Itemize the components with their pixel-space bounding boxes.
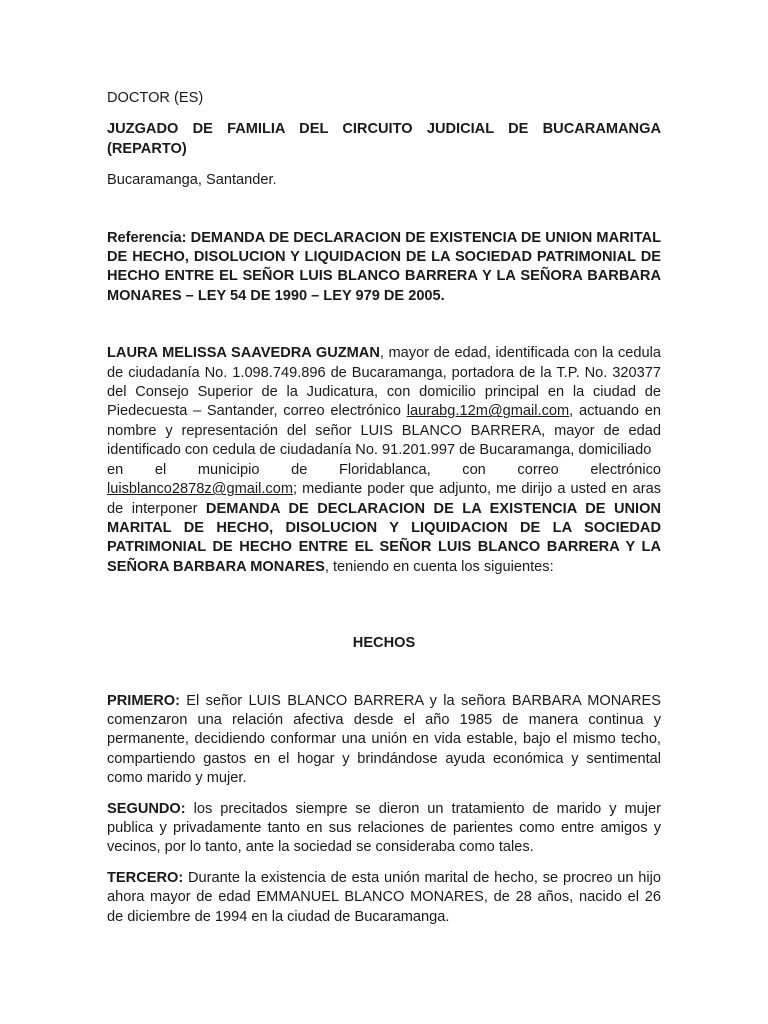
intro-block	[107, 344, 661, 577]
lawyer-name: LAURA MELISSA SAAVEDRA GUZMAN	[107, 345, 380, 362]
fact-second-label: SEGUNDO:	[107, 800, 186, 817]
reference-paragraph	[107, 229, 661, 307]
intro-paragraph-top: LAURA MELISSA SAAVEDRA GUZMAN, mayor de edad, identificada con la cedula de ciudadanía No. 1.098.749.896 de Bucaramanga, portadora de la T.P. No. 320377 del Consejo Superior de la Judicatura, con domicilio principal en la ciudad de Piedecuesta – Santander, correo electrónico laurabg.12m@gmail.com, actuando en nombre y representación del señor LUIS BLANCO BARRERA, mayor de edad identificado con cedula de ciudadanía No. 91.201.997 de Bucaramanga, domiciliado	[107, 345, 662, 459]
client-email-link[interactable]: luisblanco2878z@gmail.com	[107, 481, 293, 498]
fact-first-label: PRIMERO:	[107, 692, 180, 709]
lawyer-email-link[interactable]: laurabg.12m@gmail.com	[406, 403, 570, 420]
demand-title: DEMANDA DE DECLARACION DE LA EXISTENCIA DE UNION MARITAL DE HECHO, DISOLUCION Y LIQUIDACION DE LA SOCIEDAD PATRIMONIAL DE HECHO ENTRE EL SEÑOR LUIS BLANCO BARRERA Y LA SEÑORA BARBARA MONARES	[107, 500, 661, 575]
intro-paragraph-bottom: luisblanco2878z@gmail.com; mediante poder que adjunto, me dirijo a usted en aras de interponer DEMANDA DE DECLARACION DE LA EXISTENCIA DE UNION MARITAL DE HECHO, DISOLUCION Y LIQUIDACION DE LA SOCIEDAD PATRIMONIAL DE HECHO ENTRE EL SEÑOR LUIS BLANCO BARRERA Y LA SEÑORA BARBARA MONARES, teniendo en cuenta los siguientes:	[107, 481, 661, 575]
fact-second: SEGUNDO: los precitados siempre se dieron un tratamiento de marido y mujer publica y privadamente tanto en sus relaciones de parientes como entre amigos y vecinos, por lo tanto, ante la sociedad se consideraba como tales.	[107, 800, 661, 856]
fact-third-label: TERCERO:	[107, 869, 184, 886]
reference-text: DEMANDA DE DECLARACION DE EXISTENCIA DE UNION MARITAL DE HECHO, DISOLUCION Y LIQUIDACION DE LA SOCIEDAD PATRIMONIAL DE HECHO ENTRE EL SEÑOR LUIS BLANCO BARRERA Y LA SEÑORA BARBARA MONARES – LEY 54 DE 1990 – LEY 979 DE 2005.	[107, 229, 661, 304]
salutation: DOCTOR (ES)	[107, 90, 204, 106]
court-name: JUZGADO DE FAMILIA DEL CIRCUITO JUDICIAL DE BUCARAMANGA (REPARTO)	[107, 121, 661, 157]
document-page	[107, 89, 661, 927]
reference-label: Referencia:	[107, 229, 187, 246]
fact-third: TERCERO: Durante la existencia de esta unión marital de hecho, se procreo un hijo ahora mayor de edad EMMANUEL BLANCO MONARES, de 28 años, nacido el 26 de diciembre de 1994 en la ciudad de Bucaramanga.	[107, 869, 661, 925]
city-line: Bucaramanga, Santander.	[107, 172, 277, 189]
fact-first: PRIMERO: El señor LUIS BLANCO BARRERA y la señora BARBARA MONARES comenzaron una relación afectiva desde el año 1985 de manera continua y permanente, decidiendo conformar una unión en vida estable, bajo el mismo techo, compartiendo gastos en el hogar y brindándose ayuda económica y sentimental como marido y mujer.	[107, 692, 661, 787]
intro-spread-line: en el municipio de Floridablanca, con correo electrónico	[107, 461, 661, 478]
facts-heading: HECHOS	[352, 635, 416, 652]
